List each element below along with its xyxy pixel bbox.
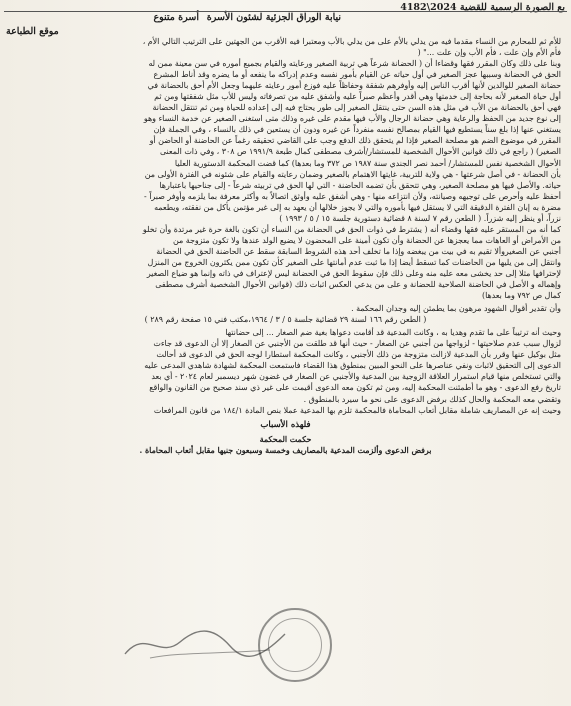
- paragraph-line: بأن الحضانة - في أصل شرعتها - هي ولاية للتربية، غايتها الاهتمام بالصغير وضمان رعايته والقيام على شئونه في الفترة الأولى من: [144, 169, 561, 179]
- paragraph-line: أول حياة الصغير لأنه بحاجة إلى خدمتها وهي أقدر وأعظم صبراً عليه وأشفق عليه من تصرفاته وليس للأب مثل شفقتها ومن ثم: [154, 92, 561, 102]
- handwritten-signature: [120, 624, 290, 664]
- paragraph-line: مضرة به إبان الفترة الدقيقة التي لا يستقل فيها بأموره والتي لا يجوز خلالها أن يعهد به إلى غير مؤتمن يأكل من نفقته، ويطعمه: [154, 202, 561, 212]
- paragraph-line: وتقضي معه المحكمة والحال كذلك برفض الدعوى على نحو ما سيرد بالمنطوق .: [303, 394, 561, 404]
- header-rule: [4, 11, 567, 12]
- paragraph-line: من الأمراض أو العاهات مما يعجزها عن الحضانة وأن تكون أمينة على المحضون لا يضيع الولد عندها ولا تكون متزوجة من: [173, 235, 561, 245]
- paragraph-line: أجنبي عن الصغيروألا تقيم به في بيت من يبغضه وإذا ما تخلف أحد هذه الشروط السابقة سقط عن الحاضنة الحق في الحضانة: [156, 246, 561, 256]
- reasons-heading: فلهذه الأسباب: [260, 419, 311, 430]
- verdict-title: حكمت المحكمة: [259, 434, 312, 444]
- page-header: [0, 0, 571, 24]
- paragraph-line: فهي أحق بالحضانة من الأب في مثل هذه السن حتى ينتقل الصغير إلى طور يحتاج فيه إلى إعداده للحياة ومن ثم تنتقل الحضانة: [152, 103, 561, 113]
- paragraph-line: حضانة الصغير للوالدين لأنها أقرب الناس إليه وأوفرهم شفقة وحفاظاً عليه فوزع أمور رعايته عليهما وجعل الأم أحق بالحضانة في: [147, 81, 561, 91]
- paragraph-line: الصغير) ( راجع في ذلك قوانين الأحوال الشخصية للمستشار/أشرف مصطفى كمال طبعة ١٩٩١/٩ ص ٣٠٨ ، وفي ذات المعنى: [159, 147, 561, 157]
- paragraph-line: الحق في الحضانة وسببها عجز الصغير في أول حياته عن القيام بأمور نفسه وعدم إدراكه ما ينفعه أو ما يضره وقد أناط المشرع: [153, 70, 561, 80]
- paragraph-line: فأم الأم وإن علت ، فأم الأب وإن علت ..." (: [417, 48, 561, 58]
- paragraph-line: كمال ص ٧٩٢ وما بعدها): [482, 291, 561, 301]
- paragraph-line: وإهماله و الأصل في الحاضنة الصلاحية للحضانة و على من يدعي العكس اثبات ذلك (قوانين الأحوال الشخصية أشرف مصطفى: [155, 280, 561, 290]
- verdict-text: برفض الدعوى وألزمت المدعية بالمصاريف وخمسة وسبعون جنيها مقابل أتعاب المحاماة .: [139, 445, 432, 455]
- paragraph-line: مثل بوكيل عنها وقرر بأن المدعية لازالت متزوجة من ذلك الأجنبي ، وكانت المحكمة استطارا لوجه الحق في الدعوى قد أحالت: [156, 350, 561, 360]
- paragraph-line: أحفظ عليه وأحرص على توجيهه وصيانته، ولأن انتزاعه منها - وهي أشفق عليه وأوثق اتصالاً به وأكثر معرفة بما يلزمه وأوفر صبراً -: [144, 191, 561, 201]
- citation-line: ( الطعن رقم ١٦٦ لسنة ٢٩ قضائية جلسة ٥ / ٣ / ١٩٦٤،مكتب فني ١٥ صفحة رقم ٢٨٩ ): [144, 315, 427, 325]
- paragraph-line: إلى نوع جديد من الحفظ والرعاية وهي حضانة الرجال والأب فيها مقدم على غيره وذلك متى استغنى الصغير عن خدمة النساء وهو: [143, 114, 561, 124]
- paragraph-line: وانتقل إلى من يليها من الحاضنات كما تسقط أيضا إذا ما ثبت عدم أمانتها على الصغير كأن تكون ممن يكثرون الخروج من المنزل: [147, 257, 561, 267]
- paragraph-line: وحيث إنه عن المصاريف شاملة مقابل أتعاب المحاماة فالمحكمة تلزم بها المدعية عملا بنص المادة ١٨٤/١ من قانون المرافعات: [153, 405, 561, 415]
- paragraph-line: الأحوال الشخصية نفس للمستشار/ أحمد نصر الجندي سنة ١٩٨٧ ص ٣٧٢ وما بعدها) كما قضت المحكمة الدستورية العليا: [174, 158, 561, 168]
- print-site-label: موقع الطباعة: [6, 26, 59, 37]
- paragraph-line: والتي تستخلص منها قيام استمرار العلاقة الزوجية بين المدعية والأجنبي عن الصغار في غضون شهر ديسمبر لعام ٢٠٢٤ - أي بعد: [151, 372, 561, 382]
- paragraph-line: يستغني عنها إذا بلغ سناً يستطيع فيها القيام بمصالح نفسه منفرداً عن غيره ودون أن يستعين في ذلك بالنساء ، وفي الجملة فإن: [153, 125, 561, 135]
- paragraph-line: وحيث أنه ترتيباً على ما تقدم وهديا به ، وكانت المدعية قد أقامت دعواها بغية ضم الصغار ... إلى حضانتها: [225, 328, 561, 338]
- paragraph-line: لزوال سبب عدم صلاحيتها - لزواجها من أجنبي عن الصغار - حيث أنها قد طلقت من الأجنبي عن الصغار إلا أن الدعوى قد جاءت: [153, 339, 561, 349]
- paragraph-line: كما أنه من المستقر عليه فقها وقضاء أنه ( يشترط في ذوات الحق في الحضانة من النساء أن تكون بالغة حرة غير مرتدة وأن تخلو: [142, 224, 561, 234]
- document-body: [10, 36, 561, 700]
- paragraph-line: وبنا على ذلك وكان المقرر فقها وقضاءا أن ( الحضانة شرعاً هي تربية الصغير ورعايته والقيام بجميع أموره في سن معينة ممن له: [148, 59, 561, 69]
- prosecution-name: نيابة الوراق الجزئية لشئون الأسرة: [206, 12, 341, 23]
- paragraph-line: للأم ثم للمحارم من النساء مقدما فيه من يدلي بالأم على من يدلي بالأب ومعتبرا فيه الأقرب من الجهتين على الترتيب التالي الأم ،: [142, 37, 561, 46]
- case-reference: بع الصورة الرسمية للقضية 2024\4182: [400, 2, 565, 13]
- paragraph-line: المقرر في موضوع الضم هو مصلحة الصغير فإذا لم يتحقق ذلك الدفع وجب على القاضي تحقيقه رغماً عن الحاضنة أو الحاضن أو: [149, 136, 561, 146]
- paragraph-line: الدعوى إلى التحقيق لاثبات ونفي عناصرها على النحو المبين بمنطوق هذا القضاء فاستمعت المحكمة لشهادة شاهدي المدعى عليه: [144, 361, 561, 371]
- paragraph-line: نزراً، أو ينظر إليه شزراً. ( الطعن رقم ٧ لسنة ٨ قضائية دستورية جلسة ١٥ / ٥ / ١٩٩٣ ): [279, 213, 561, 223]
- paragraph-line: وأن تقدير أقوال الشهود مرهون بما يطمئن إليه وجدان المحكمة .: [351, 304, 561, 314]
- paragraph-line: تاريخ رفع الدعوى - وهو ما أطمئنت المحكمة إليه، ومن ثم تكون معه الدعوى أقيمت على غير ذي سند صحيح من القانون والواقع: [149, 383, 561, 393]
- paragraph-line: حياته. والأصل فيها هو مصلحة الصغير، وهي تتحقق بأن تضمه الحاضنة - التي لها الحق في تربيته شرعاً - إلى جناحيها باعتبارها: [159, 180, 561, 190]
- family-label: أسرة متنوع: [153, 12, 199, 23]
- paragraph-line: لإحترافها مثلا إلى حد يخشى معه عليه منه وعلى ذلك فإن سقوط الحق في الحضانة ليس لإعتراف في ذاته وإنما هو ضياع الصغير: [146, 268, 561, 278]
